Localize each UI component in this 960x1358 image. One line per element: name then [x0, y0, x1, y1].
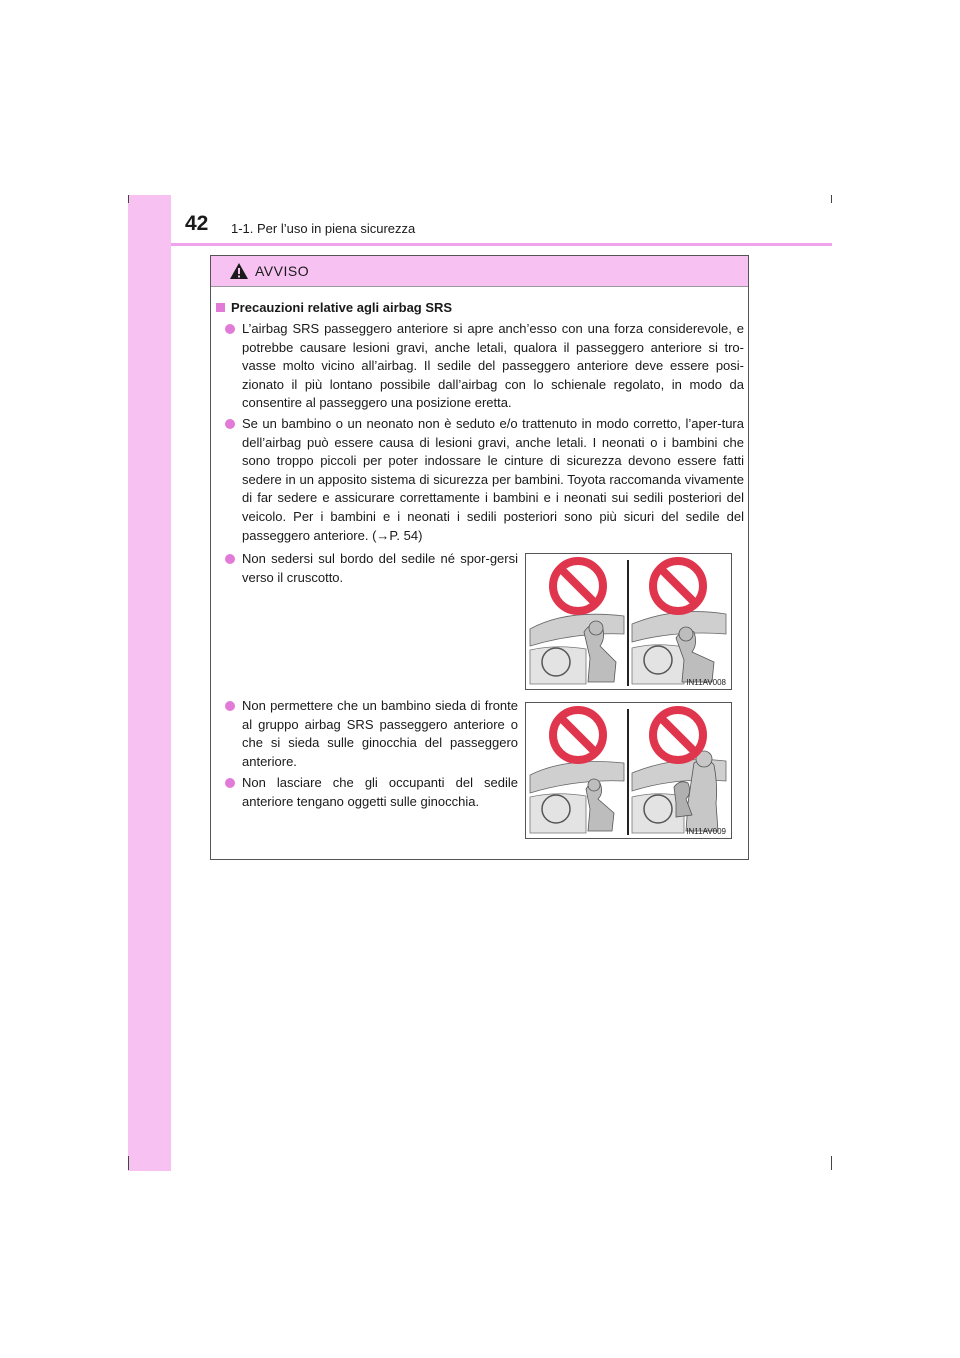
list-item [225, 550, 518, 587]
list-item [225, 415, 744, 545]
figure-child-on-lap [525, 702, 732, 839]
side-margin-band [128, 195, 171, 1171]
list-item [225, 774, 518, 811]
figure-code: IN11AV008 [686, 678, 726, 687]
crop-mark [831, 1156, 832, 1170]
bullet-icon [225, 554, 235, 564]
warning-box [210, 255, 749, 860]
bullet-text: Non lasciare che gli occupanti del sedile anteriore tengano oggetti sulle ginocchia. [242, 775, 518, 809]
bullet-icon [225, 324, 235, 334]
crop-mark [128, 195, 129, 203]
header-rule [171, 243, 832, 246]
heading-text: Precauzioni relative agli airbag SRS [231, 300, 453, 315]
bullet-icon [225, 419, 235, 429]
crop-mark [831, 195, 832, 203]
section-title: 1-1. Per l’uso in piena sicurezza [231, 221, 416, 236]
bullet-icon [225, 778, 235, 788]
bullet-icon [225, 701, 235, 711]
illustration-image [526, 703, 731, 838]
bullet-text: Se un bambino o un neonato non è seduto e/o trattenuto in modo corretto, l’aper-tura dell’airbag può essere causa di lesioni gravi, anche letali. I neonati o i bambini che sono troppo piccoli per poter indossare le cinture di sicurezza devono essere fatti sedere in un apposito sistema di sicurezza per bambini. Toyota raccomanda vivamente di far sedere e assicurare correttamente i bambini e i neonati sui sedili posteriori del veicolo. Per i bambini e i neonati i sedili posteriori sono più sicuri del sedile del passeggero anteriore. (→P. 54) [242, 416, 744, 543]
warning-header [211, 256, 748, 287]
section-heading [216, 300, 452, 315]
bullet-text: Non permettere che un bambino sieda di fronte al gruppo airbag SRS passeggero anteriore o che si sieda sulle ginocchia del passeggero anteriore. [242, 698, 518, 769]
bullet-text: Non sedersi sul bordo del sedile né spor-gersi verso il cruscotto. [242, 551, 518, 585]
square-bullet-icon [216, 303, 225, 312]
warning-triangle-icon [229, 262, 249, 280]
crop-mark [128, 1156, 129, 1170]
page-number: 42 [185, 212, 209, 235]
illustration-image [526, 554, 731, 689]
bullet-text: L’airbag SRS passeggero anteriore si apre anch’esso con una forza considerevole, e potrebbe causare lesioni gravi, anche letali, qualora il passeggero anteriore si tro-vasse molto vicino all’airbag. Il sedile del passeggero anteriore deve essere posi-zionato il più lontano possibile dall’airbag con lo schienale regolato, in modo da consentire al passeggero una posizione eretta. [242, 321, 744, 411]
warning-title: AVVISO [255, 263, 310, 279]
figure-edge-seating [525, 553, 732, 690]
list-item [225, 320, 744, 413]
list-item [225, 697, 518, 771]
figure-code: IN11AV009 [686, 827, 726, 836]
